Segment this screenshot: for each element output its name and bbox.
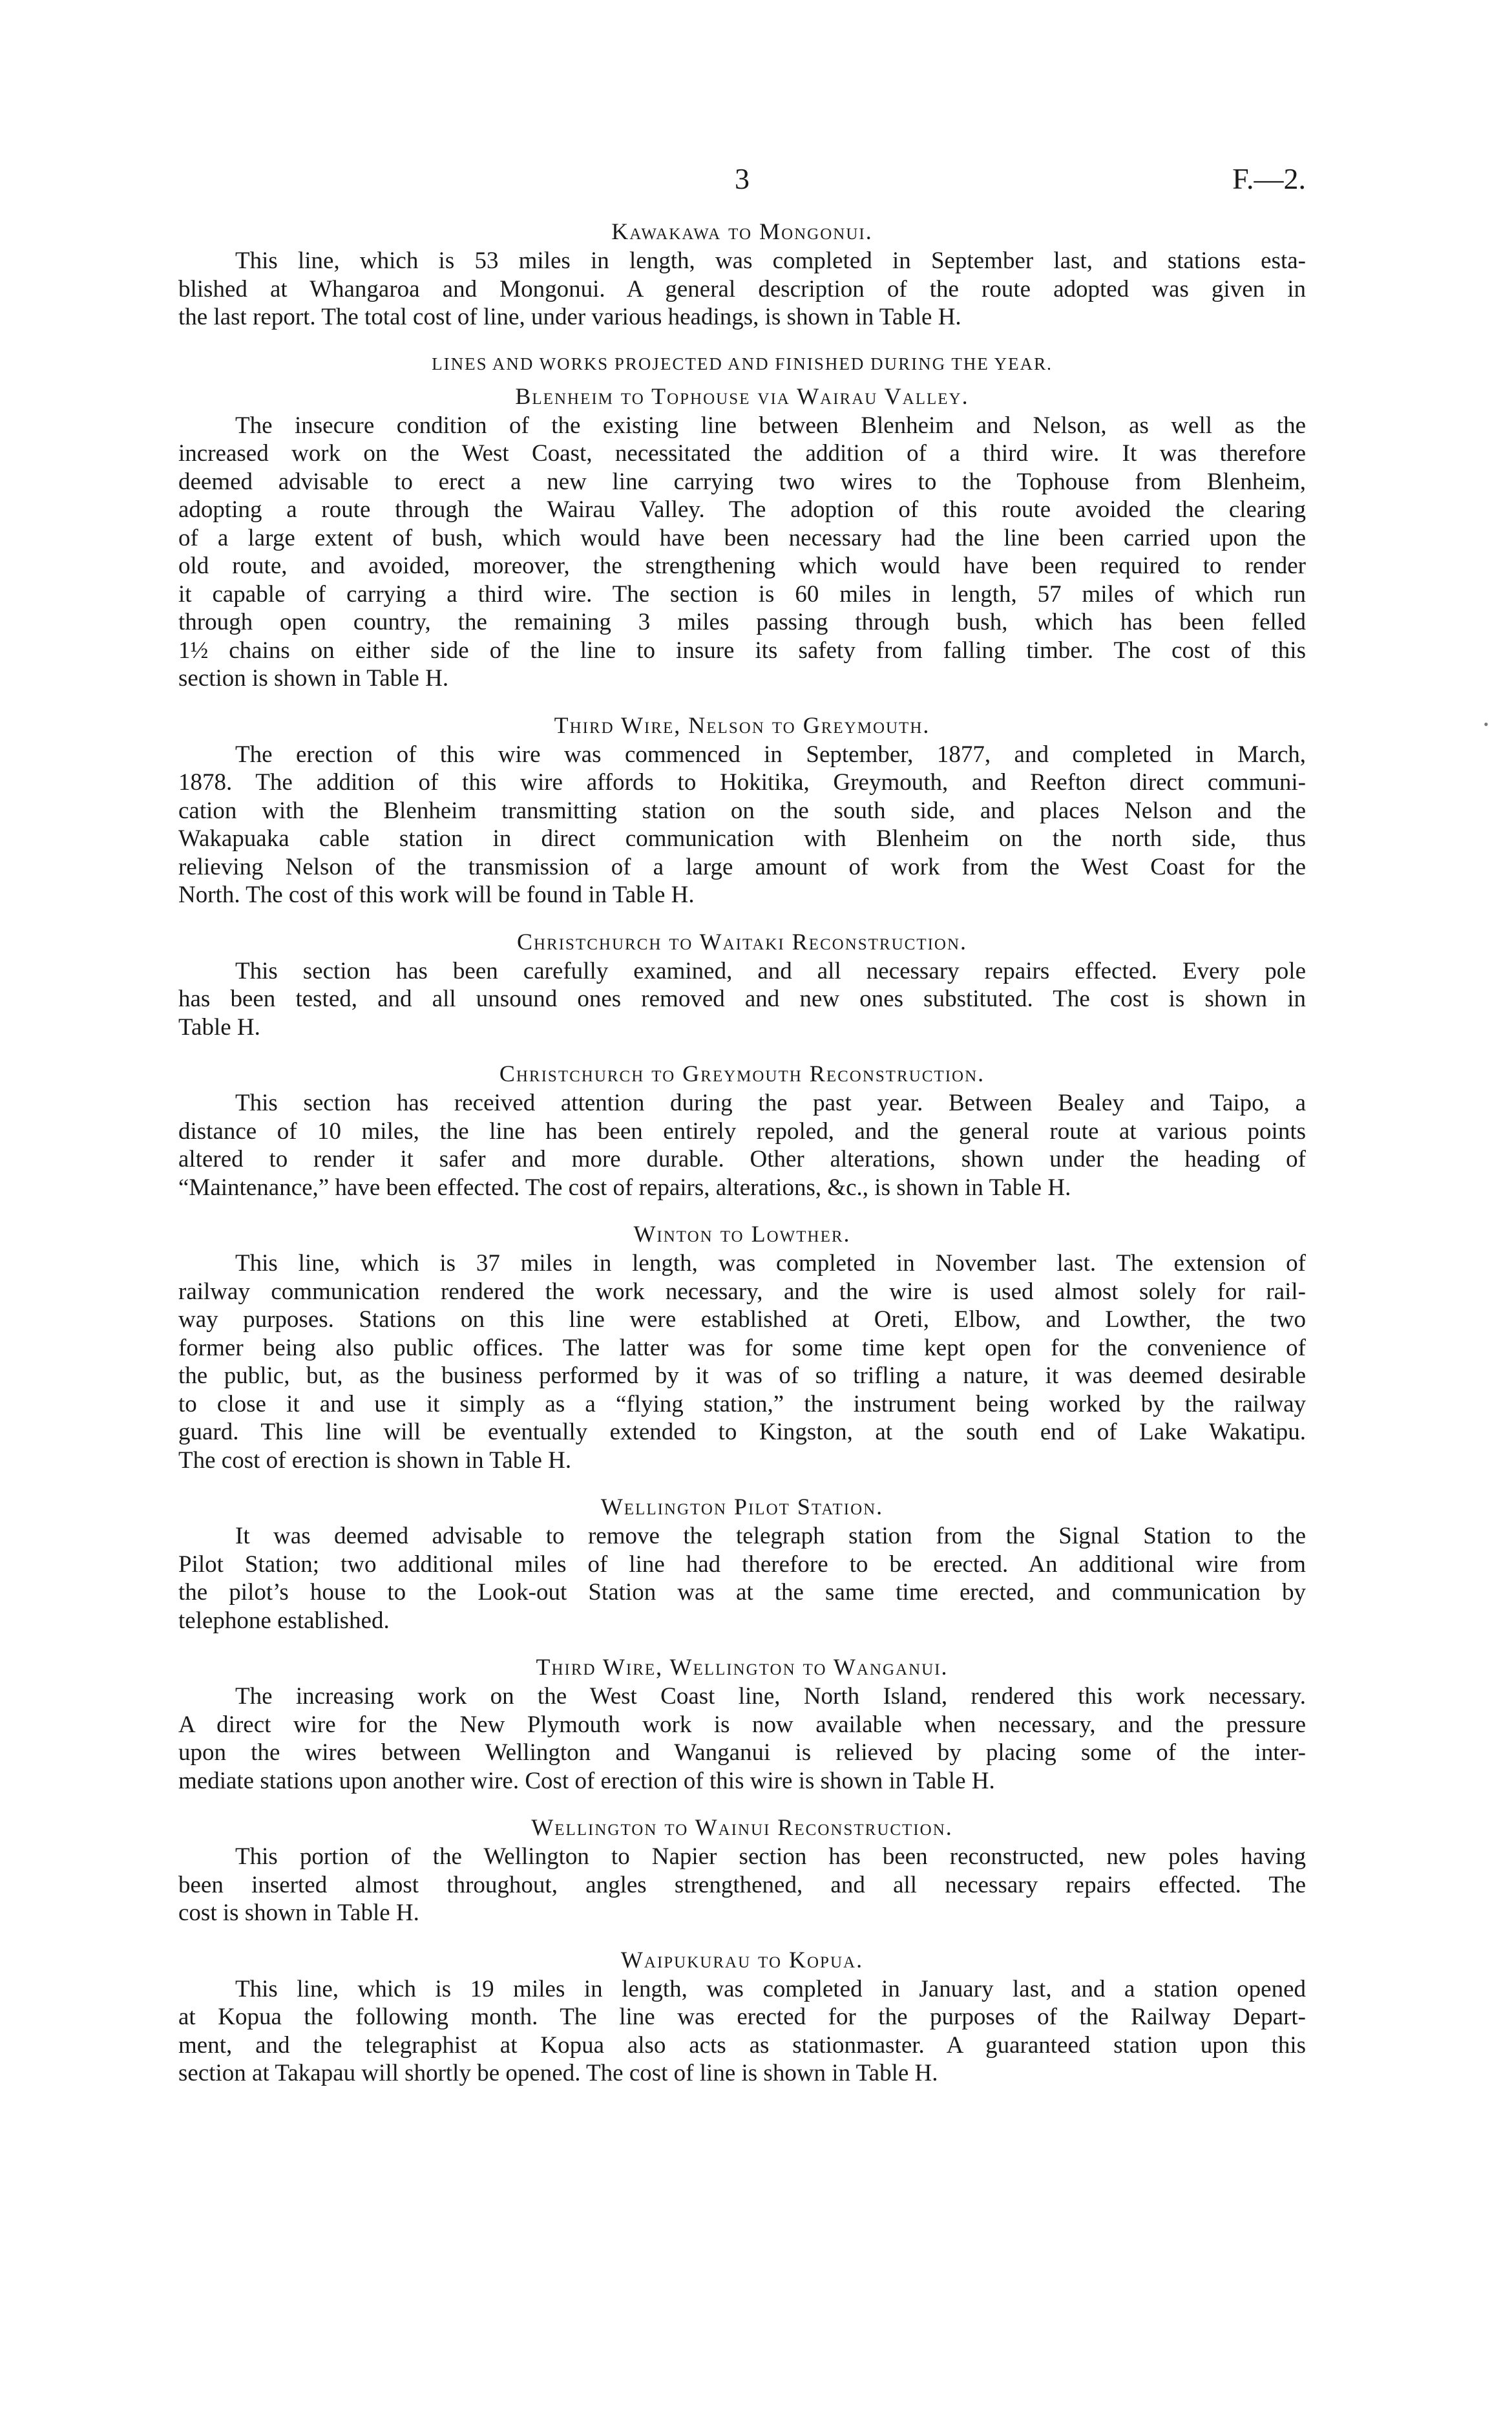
text-line: altered to render it safer and more durable. Other alterations, shown under the heading of	[178, 1146, 1306, 1172]
text-line: relieving Nelson of the transmission of a large amount of work from the West Coast for the	[178, 853, 1306, 880]
document-page	[178, 162, 1306, 2106]
paper-reference: F.—2.	[1232, 162, 1306, 195]
text-line: This line, which is 53 miles in length, was completed in September last, and stations esta-	[235, 248, 1306, 274]
text-line: telephone established.	[178, 1607, 390, 1634]
text-line: The insecure condition of the existing line between Blenheim and Nelson, as well as the	[235, 412, 1306, 439]
section-heading: Third Wire, Nelson to Greymouth.	[554, 712, 930, 738]
text-line: section at Takapau will shortly be opened. The cost of line is shown in Table H.	[178, 2060, 938, 2086]
text-line: at Kopua the following month. The line was erected for the purposes of the Railway Depart-	[178, 2004, 1306, 2030]
section-heading: Wellington to Wainui Reconstruction.	[531, 1814, 953, 1840]
text-line: cost is shown in Table H.	[178, 1900, 419, 1926]
text-line: blished at Whangaroa and Mongonui. A general description of the route adopted was given in	[178, 275, 1306, 302]
section-heading: Wellington Pilot Station.	[600, 1494, 884, 1520]
text-line: the public, but, as the business performed by it was of so trifling a nature, it was deemed desirable	[178, 1362, 1306, 1389]
text-line: the pilot’s house to the Look-out Station was at the same time erected, and communication by	[178, 1579, 1306, 1606]
section-heading: Blenheim to Tophouse via Wairau Valley.	[515, 383, 969, 409]
text-line: the last report. The total cost of line, under various headings, is shown in Table H.	[178, 304, 961, 330]
text-line: distance of 10 miles, the line has been entirely repoled, and the general route at various points	[178, 1118, 1306, 1145]
text-line: This section has received attention during the past year. Between Bealey and Taipo, a	[235, 1090, 1306, 1116]
text-line: This line, which is 37 miles in length, was completed in November last. The extension of	[235, 1250, 1306, 1277]
text-line: Table H.	[178, 1013, 260, 1041]
section-paragraph	[178, 741, 1306, 909]
section-paragraph	[178, 1682, 1306, 1795]
section-heading: Christchurch to Greymouth Reconstruction.	[499, 1061, 985, 1086]
text-line: way purposes. Stations on this line were established at Oreti, Elbow, and Lowther, the two	[178, 1306, 1306, 1333]
section-heading: Christchurch to Waitaki Reconstruction.	[516, 928, 968, 955]
text-line: 1878. The addition of this wire affords to Hokitika, Greymouth, and Reefton direct communi-	[178, 769, 1306, 796]
section-paragraph	[178, 247, 1306, 332]
text-line: been inserted almost throughout, angles strengthened, and all necessary repairs effected. The	[178, 1871, 1306, 1898]
text-line: to close it and use it simply as a “flying station,” the instrument being worked by the railway	[178, 1390, 1306, 1417]
text-line: ment, and the telegraphist at Kopua also acts as stationmaster. A guaranteed station upon this	[178, 2031, 1306, 2059]
major-heading: LINES AND WORKS PROJECTED AND FINISHED DURING THE YEAR.	[432, 354, 1053, 374]
section-paragraph	[178, 412, 1306, 693]
text-line: The increasing work on the West Coast line, North Island, rendered this work necessary.	[235, 1683, 1306, 1710]
text-line: A direct wire for the New Plymouth work is now available when necessary, and the pressure	[178, 1711, 1306, 1738]
text-line: guard. This line will be eventually extended to Kingston, at the south end of Lake Wakatipu.	[178, 1419, 1306, 1445]
text-line: it capable of carrying a third wire. The section is 60 miles in length, 57 miles of which run	[178, 580, 1306, 608]
page-header	[178, 162, 1306, 213]
text-line: section is shown in Table H.	[178, 665, 449, 692]
text-line: upon the wires between Wellington and Wanganui is relieved by placing some of the inter-	[178, 1739, 1306, 1766]
text-line: This portion of the Wellington to Napier section has been reconstructed, new poles having	[235, 1843, 1306, 1870]
section-heading: Third Wire, Wellington to Wanganui.	[536, 1654, 949, 1680]
text-line: Pilot Station; two additional miles of line had therefore to be erected. An additional wire from	[178, 1551, 1306, 1578]
section-heading: Winton to Lowther.	[633, 1221, 851, 1247]
section-heading: Kawakawa to Mongonui.	[611, 218, 873, 244]
text-line: This line, which is 19 miles in length, was completed in January last, and a station opened	[235, 1975, 1306, 2002]
text-line: North. The cost of this work will be found in Table H.	[178, 882, 695, 908]
text-line: mediate stations upon another wire. Cost of erection of this wire is shown in Table H.	[178, 1767, 995, 1794]
text-line: through open country, the remaining 3 miles passing through bush, which has been felled	[178, 609, 1306, 635]
section-paragraph	[178, 1843, 1306, 1927]
text-line: This section has been carefully examined, and all necessary repairs effected. Every pole	[235, 957, 1306, 984]
section-paragraph	[178, 957, 1306, 1042]
margin-mark: •	[1484, 716, 1489, 732]
text-line: increased work on the West Coast, necessitated the addition of a third wire. It was therefore	[178, 440, 1306, 467]
section-paragraph	[178, 1975, 1306, 2088]
text-line: of a large extent of bush, which would have been necessary had the line been carried upon the	[178, 524, 1306, 551]
text-line: has been tested, and all unsound ones removed and new ones substituted. The cost is shown in	[178, 986, 1306, 1012]
section-paragraph	[178, 1089, 1306, 1202]
text-line: cation with the Blenheim transmitting station on the south side, and places Nelson and the	[178, 797, 1306, 824]
text-line: 1½ chains on either side of the line to insure its safety from falling timber. The cost of this	[178, 637, 1306, 664]
document-body	[178, 217, 1306, 2088]
text-line: The erection of this wire was commenced in September, 1877, and completed in March,	[235, 741, 1306, 768]
text-line: railway communication rendered the work necessary, and the wire is used almost solely for rail-	[178, 1278, 1306, 1305]
text-line: old route, and avoided, moreover, the strengthening which would have been required to render	[178, 553, 1306, 579]
text-line: deemed advisable to erect a new line carrying two wires to the Tophouse from Blenheim,	[178, 468, 1306, 495]
text-line: It was deemed advisable to remove the telegraph station from the Signal Station to the	[235, 1523, 1306, 1549]
section-paragraph	[178, 1249, 1306, 1474]
text-line: “Maintenance,” have been effected. The cost of repairs, alterations, &c., is shown in Table H.	[178, 1174, 1071, 1201]
section-heading: Waipukurau to Kopua.	[620, 1946, 864, 1973]
text-line: Wakapuaka cable station in direct communication with Blenheim on the north side, thus	[178, 825, 1306, 852]
text-line: The cost of erection is shown in Table H.	[178, 1447, 572, 1474]
text-line: adopting a route through the Wairau Valley. The adoption of this route avoided the clearing	[178, 496, 1306, 523]
text-line: former being also public offices. The latter was for some time kept open for the convenience of	[178, 1334, 1306, 1361]
section-paragraph	[178, 1522, 1306, 1635]
page-number: 3	[735, 162, 750, 195]
